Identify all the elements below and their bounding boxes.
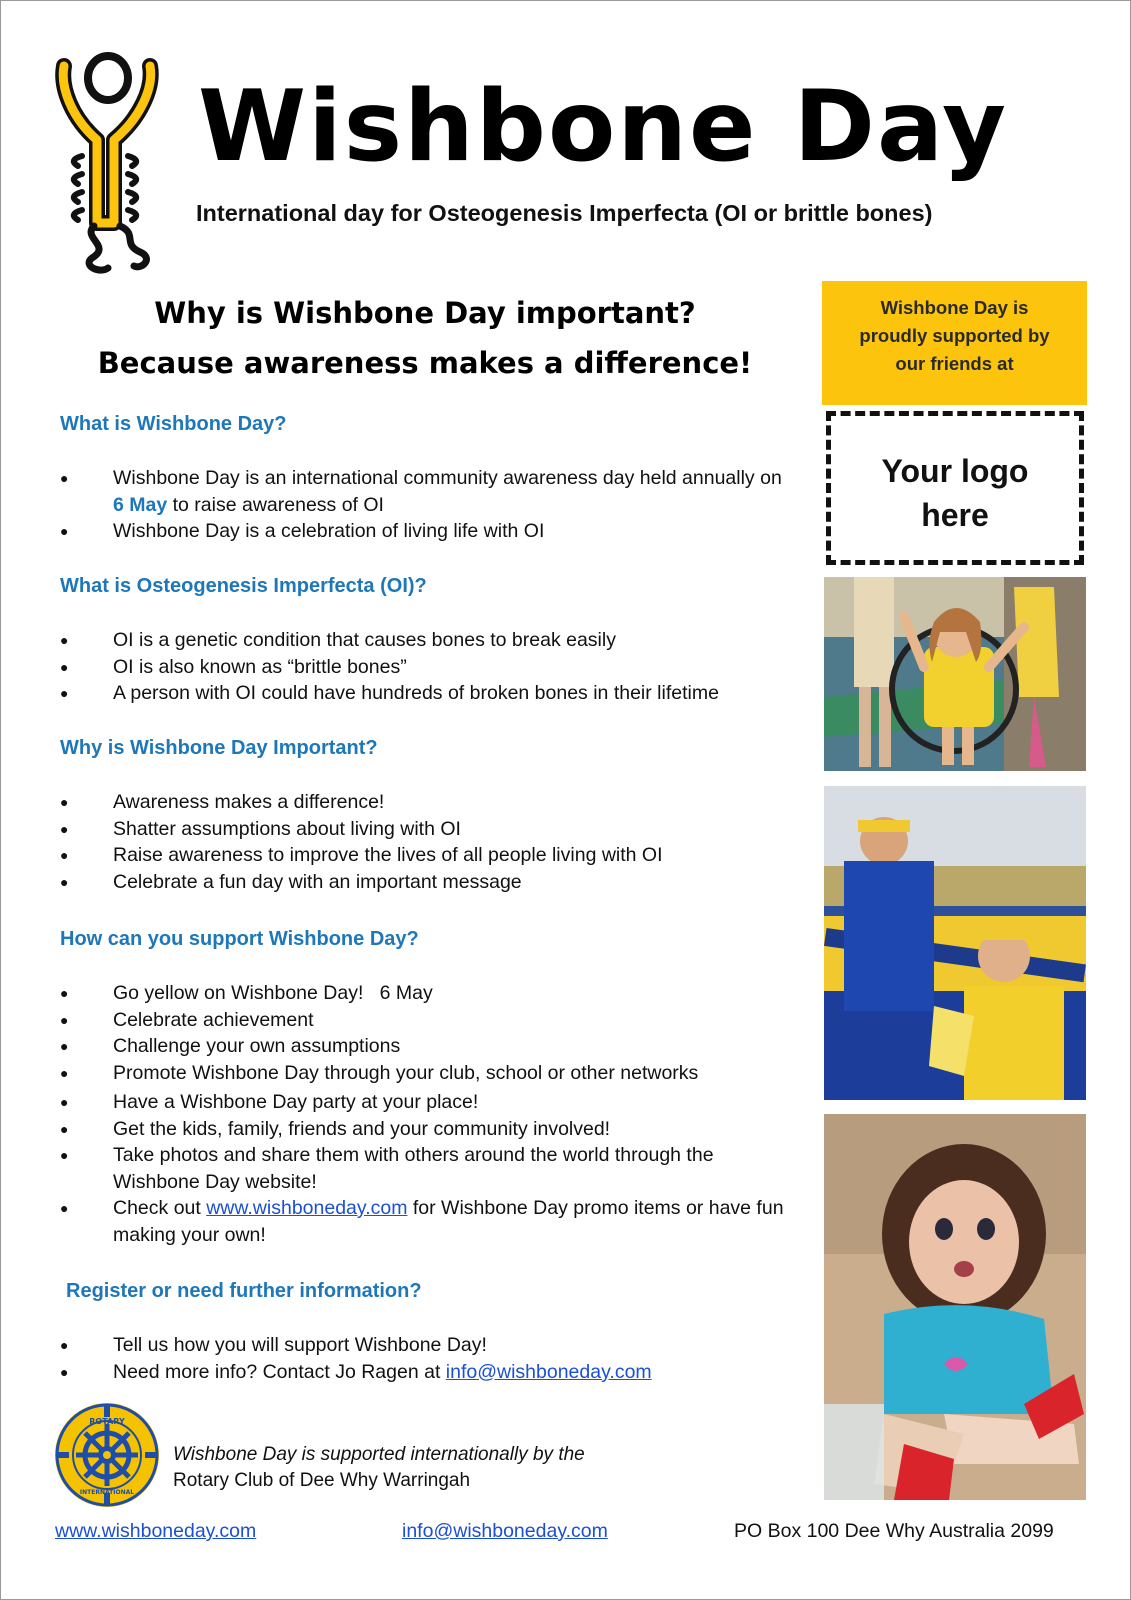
- list-item: ● Awareness makes a difference!: [58, 789, 798, 816]
- list-item: ● Get the kids, family, friends and your community involved!: [58, 1116, 798, 1143]
- bullet-dot-icon: ●: [60, 794, 69, 810]
- list-why-important: [58, 789, 798, 895]
- bullet-dot-icon: ●: [60, 873, 69, 890]
- list-item: ● Celebrate a fun day with an important message: [58, 869, 798, 896]
- bullet-dot-icon: ●: [60, 470, 69, 486]
- sponsor-box: Wishbone Day is proudly supported by our friends at: [822, 281, 1087, 405]
- headline: [40, 288, 810, 388]
- list-item: ● Challenge your own assumptions: [58, 1033, 798, 1060]
- section-heading-what-is: What is Wishbone Day?: [60, 413, 287, 435]
- wishbone-figure-logo: [42, 48, 177, 278]
- bullet-dot-icon: ●: [60, 1147, 69, 1163]
- rotary-logo-text-top: ROTARY: [89, 1417, 125, 1426]
- list-item: ● Celebrate achievement: [58, 1007, 798, 1034]
- list-item: ● Need more info? Contact Jo Ragen at info@wishboneday.com: [58, 1359, 798, 1386]
- bullet-dot-icon: ●: [60, 632, 69, 648]
- website-link[interactable]: www.wishboneday.com: [206, 1197, 408, 1219]
- bullet-dot-icon: ●: [60, 1200, 69, 1216]
- footer-website-link[interactable]: www.wishboneday.com: [55, 1520, 257, 1542]
- bullet-dot-icon: ●: [60, 1011, 69, 1028]
- date-highlight: 6 May: [113, 493, 168, 516]
- section-heading-what-is-oi: What is Osteogenesis Imperfecta (OI)?: [60, 575, 427, 597]
- rotary-logo-text-bottom: INTERNATIONAL: [79, 1489, 135, 1496]
- headline-line-1: Why is Wishbone Day important?: [154, 296, 696, 330]
- list-item: ● OI is a genetic condition that causes bones to break easily: [58, 627, 798, 654]
- bullet-dot-icon: ●: [60, 1094, 69, 1110]
- brand-title: Wishbone Day: [198, 70, 1008, 184]
- section-heading-register: Register or need further information?: [66, 1280, 422, 1302]
- list-item: ● Tell us how you will support Wishbone Day!: [58, 1332, 798, 1359]
- brand-subtitle: International day for Osteogenesis Imperfecta (OI or brittle bones): [196, 200, 933, 226]
- footer-address: PO Box 100 Dee Why Australia 2099: [734, 1520, 1054, 1542]
- photo-girl-wheelchair: [824, 577, 1086, 771]
- bullet-dot-icon: ●: [60, 1038, 69, 1054]
- rotary-support-text: Wishbone Day is supported internationally by the Rotary Club of Dee Why Warringah: [173, 1444, 585, 1491]
- bullet-dot-icon: ●: [60, 1337, 69, 1353]
- bullet-dot-icon: ●: [60, 658, 69, 675]
- list-support: [58, 980, 798, 1248]
- bullet-dot-icon: ●: [60, 847, 69, 863]
- rotary-international-logo: [52, 1400, 162, 1510]
- list-item: ● Wishbone Day is a celebration of living life with OI: [58, 518, 798, 545]
- email-link[interactable]: info@wishboneday.com: [445, 1360, 652, 1383]
- photo-toddler: [824, 1114, 1086, 1500]
- list-what-is: [58, 465, 798, 545]
- bullet-dot-icon: ●: [60, 523, 69, 539]
- list-what-is-oi: [58, 627, 798, 707]
- list-item: ● Take photos and share them with others around the world through the Wishbone Day website!: [60, 1144, 714, 1193]
- bullet-dot-icon: ●: [60, 985, 69, 1001]
- section-heading-support: How can you support Wishbone Day?: [60, 928, 419, 950]
- bullet-dot-icon: ●: [60, 1064, 69, 1081]
- bullet-dot-icon: ●: [60, 820, 69, 837]
- list-register: [58, 1332, 798, 1385]
- bullet-dot-icon: ●: [60, 1120, 69, 1137]
- bullet-dot-icon: ●: [60, 685, 69, 701]
- photo-stadium-fans: [824, 786, 1086, 1100]
- headline-line-2: Because awareness makes a difference!: [97, 346, 753, 380]
- list-item: ● Have a Wishbone Day party at your place!: [58, 1089, 798, 1116]
- list-item: ● Go yellow on Wishbone Day! 6 May: [58, 980, 798, 1007]
- list-item: ● Shatter assumptions about living with OI: [58, 816, 798, 843]
- list-item: ● Promote Wishbone Day through your club, school or other networks: [58, 1060, 798, 1087]
- list-item: ● A person with OI could have hundreds of broken bones in their lifetime: [58, 680, 798, 707]
- section-heading-why-important: Why is Wishbone Day Important?: [60, 737, 378, 759]
- bullet-dot-icon: ●: [60, 1363, 69, 1380]
- list-item: ● OI is also known as “brittle bones”: [58, 654, 798, 681]
- logo-placeholder: Your logo here: [826, 411, 1084, 565]
- footer-email-link[interactable]: info@wishboneday.com: [402, 1520, 608, 1542]
- list-item: ● Wishbone Day is an international community awareness day held annually on 6 May to raise awareness of OI: [60, 467, 782, 516]
- list-item: ● Check out www.wishboneday.com for Wishbone Day promo items or have fun making your own!: [60, 1197, 784, 1246]
- list-item: ● Raise awareness to improve the lives of all people living with OI: [58, 842, 798, 869]
